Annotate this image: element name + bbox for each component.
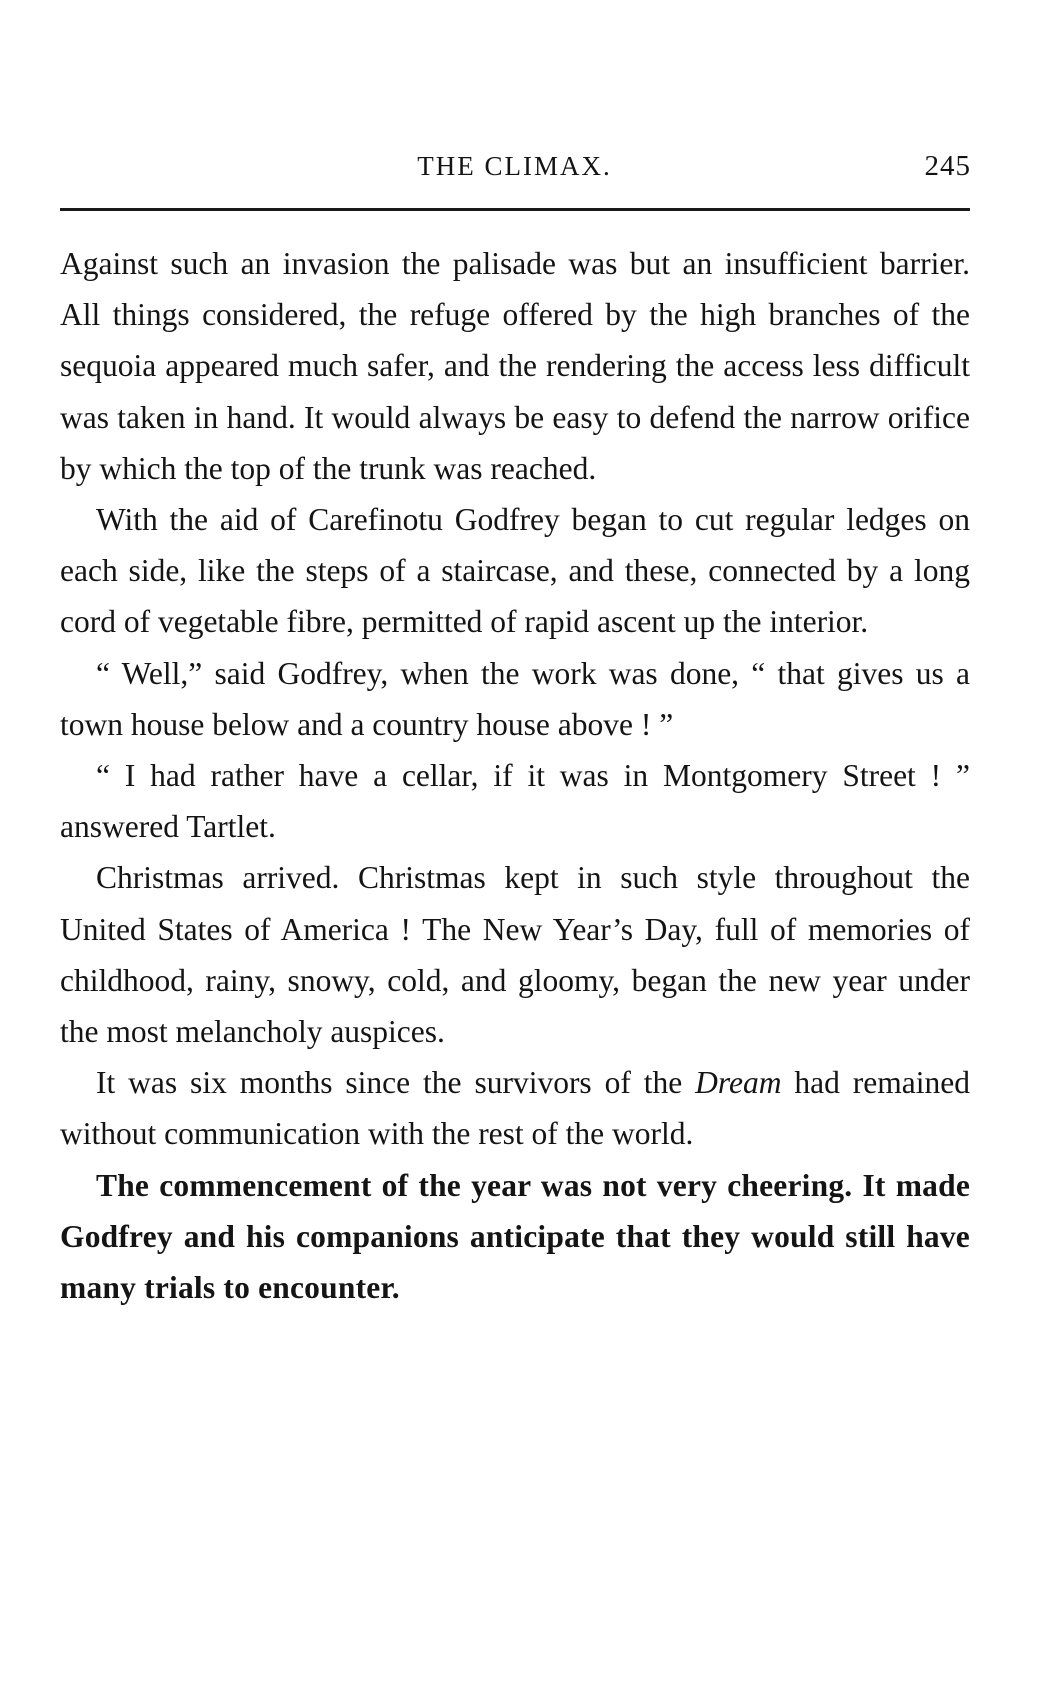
paragraph-text: had remained without communication with the rest of the world. xyxy=(60,1065,970,1152)
paragraph: Against such an invasion the palisade was but an insufficient barrier. All things considered, the refuge offered by the high branches of the sequoia appeared much safer, and the rendering the access less difficult was taken in hand. It would always be easy to defend the narrow orifice by which the top of the trunk was reached. xyxy=(60,246,970,486)
running-head xyxy=(58,146,971,186)
body-text xyxy=(60,238,970,1313)
paragraph: “ I had rather have a cellar, if it was in Montgomery Street ! ” answered Tartlet. xyxy=(60,758,970,845)
running-title: THE CLIMAX. xyxy=(417,151,612,181)
page-number: 245 xyxy=(924,150,971,182)
paragraph: “ Well,” said Godfrey, when the work was done, “ that gives us a town house below and a country house above ! ” xyxy=(60,655,970,742)
ship-name: Dream xyxy=(695,1065,782,1101)
header-rule xyxy=(60,208,970,211)
paragraph: With the aid of Carefinotu Godfrey began to cut regular ledges on each side, like the steps of a staircase, and these, connected by a long cord of vegetable fibre, permitted of rapid ascent up the interior. xyxy=(60,502,970,640)
paragraph: The commencement of the year was not very cheering. It made Godfrey and his companions anticipate that they would still have many trials to encounter. xyxy=(60,1167,970,1306)
paragraph: Christmas arrived. Christmas kept in such style throughout the United States of America ! The New Year’s Day, full of memories of childhood, rainy, snowy, cold, and gloomy, began the new year under the most melancholy auspices. xyxy=(60,860,970,1050)
paragraph xyxy=(60,1057,970,1159)
paragraph-text: It was six months since the survivors of the xyxy=(96,1065,696,1101)
